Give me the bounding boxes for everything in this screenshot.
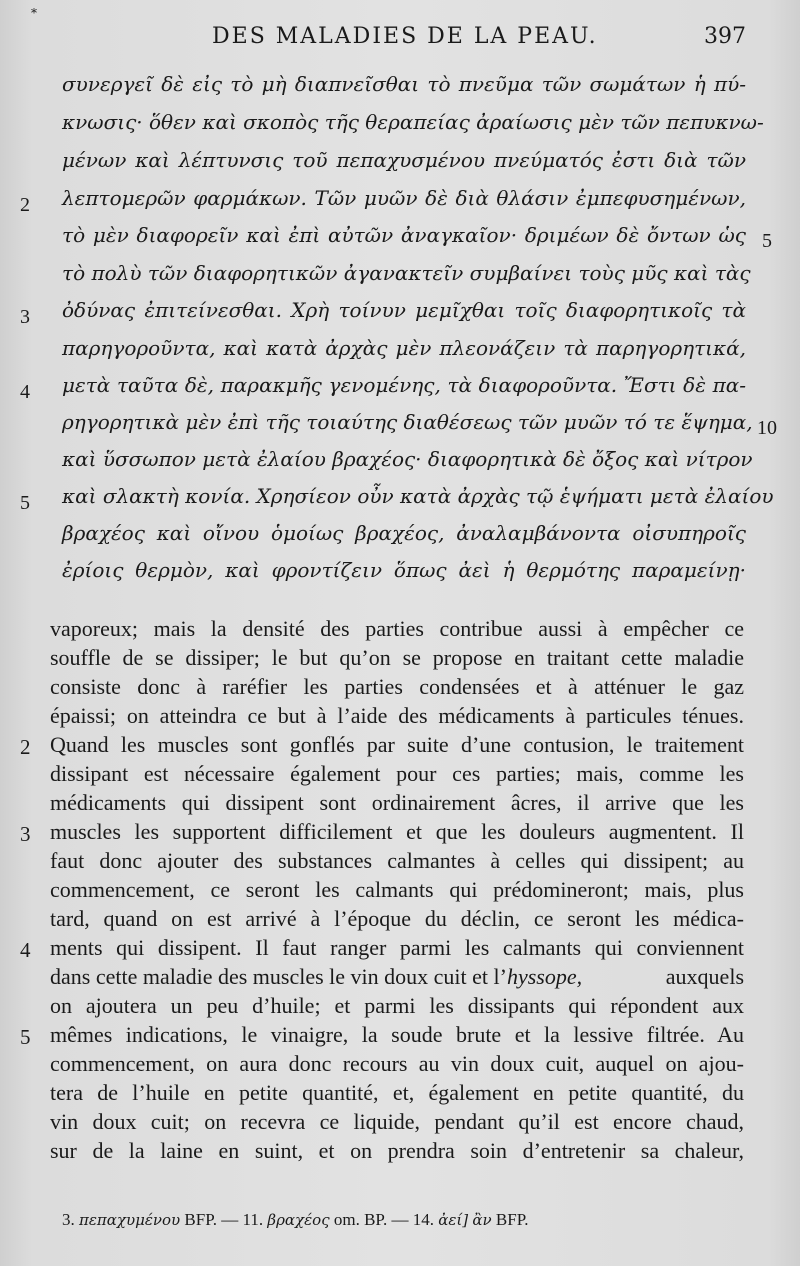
- greek-margin-number: 3: [20, 306, 30, 328]
- french-line: commencement, on aura donc recours au vin doux cuit, auquel on ajou-: [50, 1051, 744, 1076]
- french-line: tard, quand on est arrivé à l’époque du déclin, ce seront les médica-: [50, 906, 744, 931]
- greek-line: καὶ σλακτὴ κονία. Χρησίεον οὖν κατὰ ἀρχὰς τῷ ἑψήματι μετὰ ἐλαίου: [62, 484, 774, 508]
- french-line: médicaments qui dissipent sont ordinairement âcres, il arrive que les: [50, 790, 744, 815]
- french-line: commencement, ce seront les calmants qui prédomineront; mais, plus: [50, 877, 744, 902]
- french-line: tera de l’huile en petite quantité, et, également en petite quantité, du: [50, 1080, 744, 1105]
- corner-mark: *: [31, 6, 37, 20]
- greek-line: καὶ ὕσσωπον μετὰ ἐλαίου βραχέος· διαφορητικὰ δὲ ὄξος καὶ νίτρον: [62, 447, 753, 471]
- french-line: faut donc ajouter des substances calmantes à celles qui dissipent; au: [50, 848, 744, 873]
- greek-margin-number: 2: [20, 194, 30, 216]
- french-line: vaporeux; mais la densité des parties contribue aussi à empêcher ce: [50, 616, 744, 641]
- french-line-text: auxquels: [665, 964, 744, 989]
- french-line: sur de la laine en suint, et on prendra soin d’entretenir sa chaleur,: [50, 1138, 744, 1163]
- greek-line: ρηγορητικὰ μὲν ἐπὶ τῆς τοιαύτης διαθέσεως τῶν μυῶν τό τε ἕψημα,: [62, 410, 753, 434]
- footnote-text: 3.: [62, 1210, 75, 1229]
- french-line: souffle de se dissiper; le but qu’on se propose en traitant cette maladie: [50, 645, 744, 670]
- french-line: [50, 966, 744, 988]
- footnote-greek-word: ἀεί]: [438, 1211, 469, 1229]
- french-margin-number: 4: [20, 938, 31, 962]
- greek-line: μένων καὶ λέπτυνσις τοῦ πεπαχυσμένου πνεύματός ἐστι διὰ τῶν: [62, 148, 746, 172]
- greek-line: παρηγοροῦντα, καὶ κατὰ ἀρχὰς μὲν πλεονάζειν τὰ παρηγορητικά,: [62, 336, 746, 360]
- greek-line: τὸ πολὺ τῶν διαφορητικῶν ἀγανακτεῖν συμβαίνει τοὺς μῦς καὶ τὰς: [62, 261, 751, 285]
- french-line: consiste donc à raréfier les parties condensées et à atténuer le gaz: [50, 674, 744, 699]
- page-number: 397: [704, 24, 746, 49]
- footnote-greek-word: πεπαχυμένου: [79, 1211, 181, 1229]
- footnote-greek-word: βραχέος: [267, 1211, 330, 1229]
- greek-margin-number: 4: [20, 381, 30, 403]
- french-line: muscles les supportent difficilement et que les douleurs augmentent. Il: [50, 819, 744, 844]
- running-header: DES MALADIES DE LA PEAU.: [212, 24, 598, 49]
- french-line: on ajoutera un peu d’huile; et parmi les dissipants qui répondent aux: [50, 993, 744, 1018]
- greek-margin-number: 5: [20, 492, 30, 514]
- french-line: Quand les muscles sont gonflés par suite d’une contusion, le traitement: [50, 732, 744, 757]
- greek-line: συνεργεῖ δὲ εἰς τὸ μὴ διαπνεῖσθαι τὸ πνεῦμα τῶν σωμάτων ἡ πύ-: [62, 72, 746, 96]
- french-line: vin doux cuit; on recevra ce liquide, pendant qu’il est encore chaud,: [50, 1109, 744, 1134]
- italic-term: hyssope,: [506, 964, 583, 989]
- footnote-text: om. BP. — 14.: [333, 1210, 434, 1229]
- greek-line: βραχέος καὶ οἴνου ὁμοίως βραχέος, ἀναλαμβάνοντα οἰσυπηροῖς: [62, 521, 746, 545]
- french-margin-number: 5: [20, 1025, 31, 1049]
- french-line: ments qui dissipent. Il faut ranger parmi les calmants qui conviennent: [50, 935, 744, 960]
- critical-apparatus: [62, 1210, 529, 1230]
- greek-line: ὀδύνας ἐπιτείνεσθαι. Χρὴ τοίνυν μεμῖχθαι τοῖς διαφορητικοῖς τὰ: [62, 298, 746, 322]
- greek-line: ἐρίοις θερμὸν, καὶ φροντίζειν ὅπως ἀεὶ ἡ θερμότης παραμείνῃ·: [62, 558, 746, 582]
- footnote-text: BFP. — 11.: [184, 1210, 264, 1229]
- footnote-text: BFP.: [495, 1210, 529, 1229]
- greek-line-number-right: 10: [757, 417, 777, 439]
- greek-line-number-right: 5: [762, 230, 772, 252]
- french-margin-number: 3: [20, 822, 31, 846]
- footnote-greek-word: ἂν: [472, 1211, 492, 1229]
- french-margin-number: 2: [20, 735, 31, 759]
- greek-line: κνωσις· ὅθεν καὶ σκοπὸς τῆς θεραπείας ἀραίωσις μὲν τῶν πεπυκνω-: [62, 110, 764, 134]
- french-line-text: dans cette maladie des muscles le vin doux cuit et l’: [50, 964, 507, 989]
- french-line: dissipant est nécessaire également pour ces parties; mais, comme les: [50, 761, 744, 786]
- greek-line: τὸ μὲν διαφορεῖν καὶ ἐπὶ αὐτῶν ἀναγκαῖον· δριμέων δὲ ὄντων ὡς: [62, 223, 746, 247]
- french-line: mêmes indications, le vinaigre, la soude brute et la lessive filtrée. Au: [50, 1022, 744, 1047]
- greek-line: λεπτομερῶν φαρμάκων. Τῶν μυῶν δὲ διὰ θλάσιν ἐμπεφυσημένων,: [62, 186, 746, 210]
- greek-line: μετὰ ταῦτα δὲ, παρακμῆς γενομένης, τὰ διαφοροῦντα. Ἔστι δὲ πα-: [62, 373, 746, 397]
- french-line: épaissi; on atteindra ce but à l’aide des médicaments à particules ténues.: [50, 703, 744, 728]
